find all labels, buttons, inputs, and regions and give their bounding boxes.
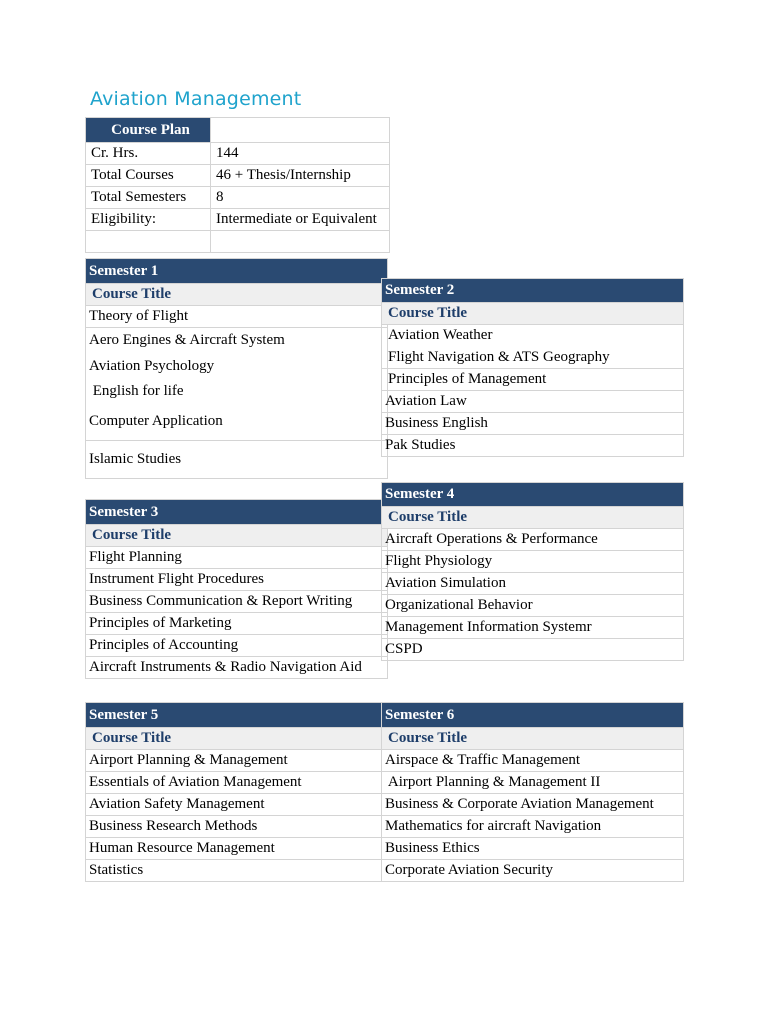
course-plan-header: Course Plan	[86, 118, 211, 143]
course-cell: Aviation Law	[382, 391, 684, 413]
course-cell: Theory of Flight	[86, 306, 388, 328]
plan-label: Total Courses	[86, 165, 211, 187]
course-cell: Computer Application	[86, 404, 388, 441]
course-cell: Management Information Systemr	[382, 617, 684, 639]
course-cell: CSPD	[382, 639, 684, 661]
table-row	[86, 187, 390, 209]
course-cell: Human Resource Management	[86, 838, 382, 860]
course-cell: Aviation Simulation	[382, 573, 684, 595]
course-cell: Airspace & Traffic Management	[382, 750, 684, 772]
course-cell: Flight Navigation & ATS Geography	[382, 347, 684, 369]
course-cell: Aircraft Operations & Performance	[382, 529, 684, 551]
semester-header: Semester 5	[86, 703, 382, 728]
course-cell: Pak Studies	[382, 435, 684, 457]
course-cell: Airport Planning & Management	[86, 750, 382, 772]
course-cell: Business English	[382, 413, 684, 435]
plan-value: 46 + Thesis/Internship	[211, 165, 390, 187]
course-cell: Corporate Aviation Security	[382, 860, 684, 882]
course-cell: Principles of Management	[382, 369, 684, 391]
plan-value: Intermediate or Equivalent	[211, 209, 390, 231]
course-title-header: Course Title	[382, 303, 684, 325]
course-cell: Aviation Weather	[382, 325, 684, 347]
semester-header: Semester 4	[382, 483, 684, 507]
course-cell: Statistics	[86, 860, 382, 882]
plan-label	[86, 231, 211, 253]
semester-header: Semester 3	[86, 500, 388, 525]
course-cell: Flight Physiology	[382, 551, 684, 573]
semester-2-table	[381, 278, 684, 457]
course-cell: Organizational Behavior	[382, 595, 684, 617]
course-cell: Flight Planning	[86, 547, 388, 569]
course-title-header: Course Title	[86, 525, 388, 547]
semester-header: Semester 6	[382, 703, 684, 728]
plan-value	[211, 231, 390, 253]
semester-4-table	[381, 482, 684, 661]
course-plan-table	[85, 117, 390, 253]
plan-label: Cr. Hrs.	[86, 143, 211, 165]
plan-value: 8	[211, 187, 390, 209]
table-row	[86, 231, 390, 253]
course-cell: English for life	[86, 380, 388, 404]
course-cell: Business Ethics	[382, 838, 684, 860]
course-cell: Mathematics for aircraft Navigation	[382, 816, 684, 838]
course-cell: Aviation Psychology	[86, 354, 388, 380]
course-title-header: Course Title	[382, 728, 684, 750]
table-cell	[211, 118, 390, 143]
table-row	[86, 209, 390, 231]
semester-header: Semester 1	[86, 259, 388, 284]
course-cell: Business Communication & Report Writing	[86, 591, 388, 613]
course-cell: Islamic Studies	[86, 441, 388, 479]
table-row	[86, 143, 390, 165]
semester-5-table	[85, 702, 382, 882]
course-cell: Airport Planning & Management II	[382, 772, 684, 794]
semester-6-table	[381, 702, 684, 882]
plan-label: Total Semesters	[86, 187, 211, 209]
course-cell: Essentials of Aviation Management	[86, 772, 382, 794]
course-cell: Principles of Marketing	[86, 613, 388, 635]
semester-header: Semester 2	[382, 279, 684, 303]
course-cell: Instrument Flight Procedures	[86, 569, 388, 591]
plan-value: 144	[211, 143, 390, 165]
semester-1-table	[85, 258, 388, 479]
course-cell: Business & Corporate Aviation Management	[382, 794, 684, 816]
course-cell: Aviation Safety Management	[86, 794, 382, 816]
course-cell: Principles of Accounting	[86, 635, 388, 657]
course-title-header: Course Title	[86, 284, 388, 306]
page-title: Aviation Management	[90, 88, 302, 110]
semester-3-table	[85, 499, 388, 679]
course-cell: Aero Engines & Aircraft System	[86, 328, 388, 354]
course-cell: Business Research Methods	[86, 816, 382, 838]
course-cell: Aircraft Instruments & Radio Navigation Aid	[86, 657, 388, 679]
course-title-header: Course Title	[86, 728, 382, 750]
course-title-header: Course Title	[382, 507, 684, 529]
table-row	[86, 165, 390, 187]
plan-label: Eligibility:	[86, 209, 211, 231]
